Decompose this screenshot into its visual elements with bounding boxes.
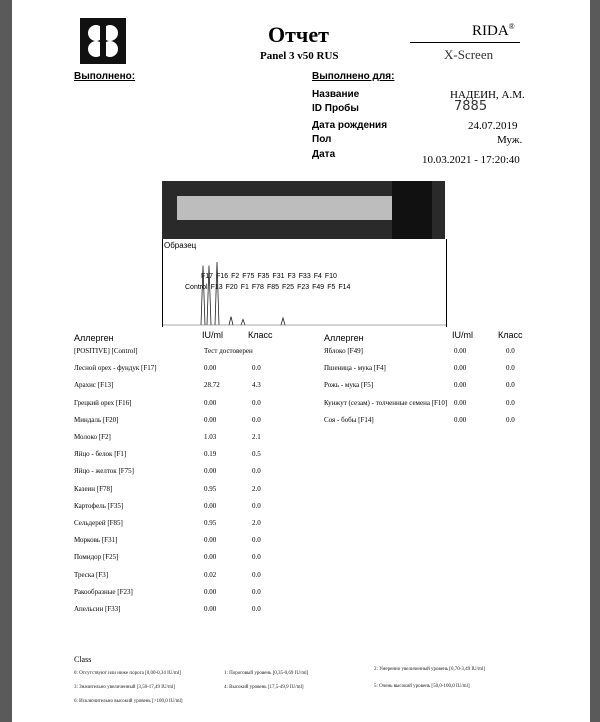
left-row-cls: 0.5 xyxy=(252,450,261,459)
strip-label-f25: F25 xyxy=(282,284,295,291)
brand-divider xyxy=(410,42,520,43)
left-row-name: Миндаль [F20] xyxy=(74,415,119,424)
strip-label-f20: F20 xyxy=(225,284,238,291)
right-row-name: Яблоко [F49] xyxy=(324,347,363,355)
strip-peak xyxy=(241,319,245,325)
right-row-cls: 0.0 xyxy=(506,381,515,390)
strip-label-f33: F33 xyxy=(298,273,311,280)
strip-peak xyxy=(229,317,233,325)
right-row-name: Пшеница - мука [F4] xyxy=(324,364,386,373)
left-row-iu: 0.00 xyxy=(204,587,217,596)
strip-label-f35: F35 xyxy=(257,273,270,280)
left-row-cls: 0.0 xyxy=(252,553,261,562)
strip-label-f16: F16 xyxy=(216,273,229,280)
right-allergen-header: Аллерген xyxy=(324,333,364,343)
left-row-name: Треска [F3] xyxy=(74,570,109,579)
left-row-name: [POSITIVE] [Control] xyxy=(74,347,138,355)
sample-label: Образец xyxy=(164,241,197,250)
panel-name: Panel 3 v50 RUS xyxy=(260,50,339,62)
birth-date-label: Дата рождения xyxy=(312,120,388,131)
strip-label-f10: F10 xyxy=(324,273,337,280)
strip-label-f78: F78 xyxy=(251,284,264,291)
right-row-iu: 0.00 xyxy=(454,381,467,390)
left-row-cls: 2.0 xyxy=(252,484,261,493)
strip-dark-end xyxy=(392,181,432,239)
left-row-cls: 0.0 xyxy=(252,364,261,373)
left-row-iu: 0.00 xyxy=(204,536,217,545)
left-row-iu: 0.00 xyxy=(204,501,217,510)
strip-label-f13: F13 xyxy=(210,284,223,291)
left-allergen-header: Аллерген xyxy=(74,333,114,343)
left-row-name: Казеин [F78] xyxy=(74,484,113,493)
legend-class-6: 6: Исключительно высокий уровень [>100,0 IU/ml] xyxy=(74,699,183,704)
right-row-iu: 0.00 xyxy=(454,347,467,355)
right-row-iu: 0.00 xyxy=(454,364,467,373)
right-row-name: Рожь - мука [F5] xyxy=(324,381,374,390)
sample-id-handwritten: 7885 xyxy=(454,99,488,114)
strip-label-f49: F49 xyxy=(312,284,325,291)
strip-label-f31: F31 xyxy=(272,273,285,280)
legend-class-5: 5: Очень высокий уровень [50,0-100,0 IU/ml] xyxy=(374,684,470,689)
strip-label-f75: F75 xyxy=(242,273,255,280)
left-row-cls: 0.0 xyxy=(252,467,261,476)
left-row-name: Картофель [F35] xyxy=(74,501,124,510)
left-row-cls: 0.0 xyxy=(252,398,261,407)
legend-title: Class xyxy=(74,655,92,664)
logo-glyph-icon xyxy=(80,18,126,64)
left-row-cls: 0.0 xyxy=(252,605,261,613)
left-row-name: Грецкий орех [F16] xyxy=(74,398,132,407)
right-iu-header: IU/ml xyxy=(452,330,473,340)
left-row-cls: 2.0 xyxy=(252,519,261,527)
left-row-cls: 0.0 xyxy=(252,587,261,596)
left-row-iu: 0.00 xyxy=(204,553,217,562)
left-iu-header: IU/ml xyxy=(202,330,223,340)
strip-label-f5: F5 xyxy=(327,284,336,291)
strip-peak xyxy=(281,318,285,325)
left-row-cls: 2.1 xyxy=(252,433,261,441)
strip-label-f85: F85 xyxy=(266,284,279,291)
strip-label-f1: F1 xyxy=(240,284,249,291)
left-row-cls: 0.0 xyxy=(252,415,261,424)
left-row-name: Молоко [F2] xyxy=(74,433,111,441)
strip-peak xyxy=(201,266,205,326)
left-row-cls: 0.0 xyxy=(252,536,261,545)
company-logo xyxy=(80,18,126,64)
left-class-header: Класс xyxy=(248,330,273,340)
sex-label: Пол xyxy=(312,134,332,145)
legend-class-4: 4: Высокий уровень [17,5-49,9 IU/ml] xyxy=(224,685,304,690)
left-row-name: Яйцо - желток [F75] xyxy=(74,467,135,476)
right-row-iu: 0.00 xyxy=(454,398,467,407)
peaks-plot xyxy=(163,239,446,327)
left-row-name: Ракообразные [F23] xyxy=(74,587,133,596)
strip-label-f17: F17 xyxy=(201,273,214,280)
right-row-name: Кунжут (сезам) - толченные семена [F10] xyxy=(324,398,448,407)
left-row-iu: 0.02 xyxy=(204,570,217,579)
left-row-iu: 0.00 xyxy=(204,364,217,373)
left-row-iu: 0.95 xyxy=(204,519,217,527)
product-name: X-Screen xyxy=(444,47,494,62)
left-row-iu: Тест достоверен xyxy=(204,347,253,355)
right-row-cls: 0.0 xyxy=(506,347,515,355)
sex-value: Муж. xyxy=(497,134,523,146)
left-row-iu: 0.19 xyxy=(204,450,217,459)
performed-for-label: Выполнено для: xyxy=(312,71,395,82)
strip-band xyxy=(177,196,422,220)
date-label: Дата xyxy=(312,149,336,160)
left-row-name: Апельсин [F33] xyxy=(74,605,121,613)
strip-label-f3: F3 xyxy=(287,273,296,280)
right-row-cls: 0.0 xyxy=(506,415,515,424)
left-row-iu: 28.72 xyxy=(204,381,220,390)
left-row-cls: 0.0 xyxy=(252,501,261,510)
legend-class-1: 1: Пороговый уровень [0,35-0,69 IU/ml] xyxy=(224,671,309,676)
birth-date-value: 24.07.2019 xyxy=(468,120,518,132)
strip-label-f2: F2 xyxy=(231,273,240,280)
strip-label-control: Control xyxy=(185,284,208,291)
left-row-iu: 1.03 xyxy=(204,433,217,441)
legend-class-2: 2: Умеренно увеличенный уровень [0,70-3,49 IU/ml] xyxy=(374,667,485,672)
left-row-name: Лесной орех - фундук [F17] xyxy=(74,364,157,373)
name-label: Название xyxy=(312,89,360,100)
left-row-iu: 0.00 xyxy=(204,605,217,613)
legend-class-3: 3: Значительно увеличенный [3,50-17,49 IU/ml] xyxy=(74,685,175,690)
right-row-name: Соя - бобы [F14] xyxy=(324,415,374,424)
brand-name: RIDA® xyxy=(472,22,515,39)
strip-peak xyxy=(215,262,219,325)
performed-label: Выполнено: xyxy=(74,71,136,82)
left-row-cls: 0.0 xyxy=(252,570,261,579)
right-row-cls: 0.0 xyxy=(506,398,515,407)
report-page xyxy=(12,0,590,722)
left-row-cls: 4.3 xyxy=(252,381,261,390)
test-strip-image xyxy=(162,181,445,239)
left-row-iu: 0.95 xyxy=(204,484,217,493)
left-row-iu: 0.00 xyxy=(204,415,217,424)
strip-label-f14: F14 xyxy=(338,284,351,291)
left-row-iu: 0.00 xyxy=(204,398,217,407)
strip-label-f23: F23 xyxy=(297,284,310,291)
left-row-name: Морковь [F31] xyxy=(74,536,118,545)
strip-scan-chart xyxy=(162,239,447,327)
strip-label-f4: F4 xyxy=(313,273,322,280)
left-row-iu: 0.00 xyxy=(204,467,217,476)
right-class-header: Класс xyxy=(498,330,523,340)
strip-peak xyxy=(207,266,211,326)
right-row-cls: 0.0 xyxy=(506,364,515,373)
date-value: 10.03.2021 - 17:20:40 xyxy=(422,154,520,166)
right-row-iu: 0.00 xyxy=(454,415,467,424)
left-row-name: Арахис [F13] xyxy=(74,381,114,390)
legend-class-0: 0: Отсутствуют или ниже порога [0,00-0,34 IU/ml] xyxy=(74,671,181,676)
report-title: Отчет xyxy=(268,22,329,47)
left-row-name: Помидор [F25] xyxy=(74,553,119,562)
left-row-name: Сельдерей [F85] xyxy=(74,519,123,527)
left-row-name: Яйцо - белок [F1] xyxy=(74,450,127,459)
name-value: НАДЕИН, А.М. xyxy=(450,89,525,101)
sample-id-label: ID Пробы xyxy=(312,103,359,114)
